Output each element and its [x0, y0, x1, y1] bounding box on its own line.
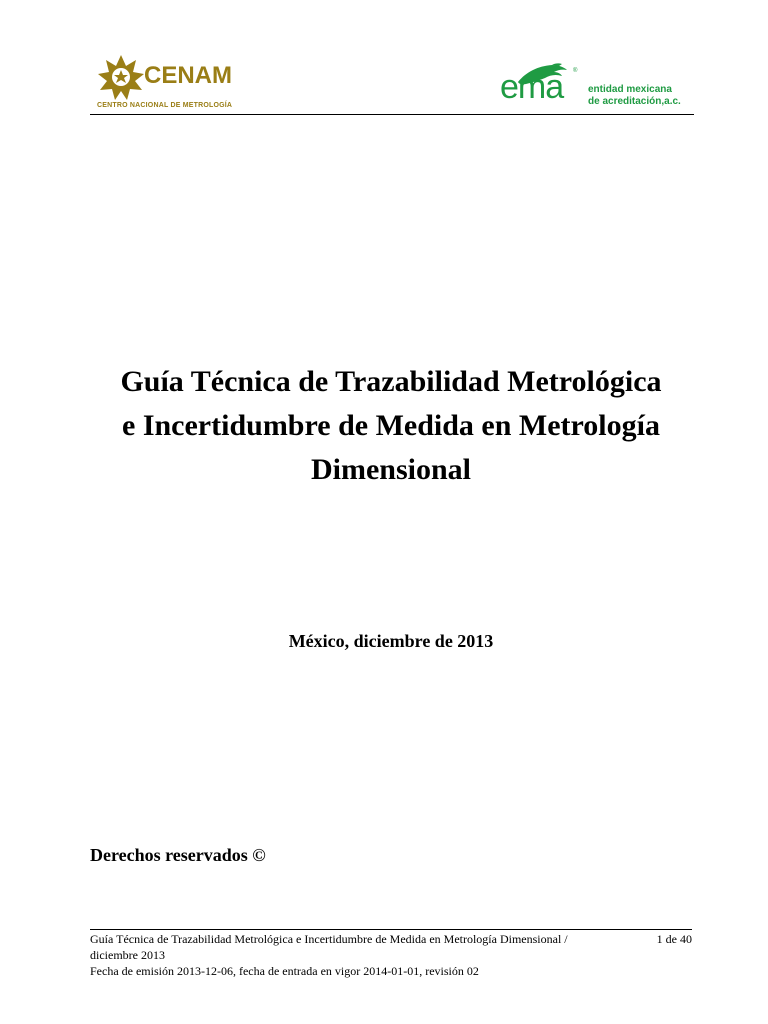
footer-line-1: Guía Técnica de Trazabilidad Metrológica e Incertidumbre de Medida en Metrología Dimensional /: [90, 932, 568, 946]
title-line-2: e Incertidumbre de Medida en Metrología: [122, 409, 660, 442]
page-footer: [90, 931, 610, 979]
cenam-logo: [96, 52, 256, 112]
cenam-name: CENAM: [144, 62, 232, 89]
footer-line-3: Fecha de emisión 2013-12-06, fecha de entrada en vigor 2014-01-01, revisión 02: [90, 964, 479, 978]
cenam-subtitle: CENTRO NACIONAL DE METROLOGÍA: [97, 102, 233, 109]
ema-tagline-line1: entidad mexicana: [588, 84, 672, 95]
title-line-1: Guía Técnica de Trazabilidad Metrológica: [120, 365, 662, 398]
ema-tagline-line2: de acreditación,a.c.: [588, 96, 681, 107]
rights-notice: Derechos reservados ©: [90, 845, 266, 865]
registered-mark: ®: [573, 68, 578, 74]
ema-tagline: [588, 84, 681, 108]
title-line-3: Dimensional: [310, 453, 472, 486]
page-header: [90, 48, 692, 114]
cenam-emblem-icon: [96, 52, 146, 102]
page-number: 1 de 40: [656, 932, 692, 946]
ema-logo: [500, 62, 692, 112]
place-date: México, diciembre de 2013: [288, 631, 494, 651]
header-rule: [90, 114, 694, 115]
footer-line-2: diciembre 2013: [90, 948, 165, 962]
document-title: [84, 360, 698, 492]
ema-wordmark: ema: [500, 68, 564, 106]
footer-rule: [90, 929, 692, 930]
